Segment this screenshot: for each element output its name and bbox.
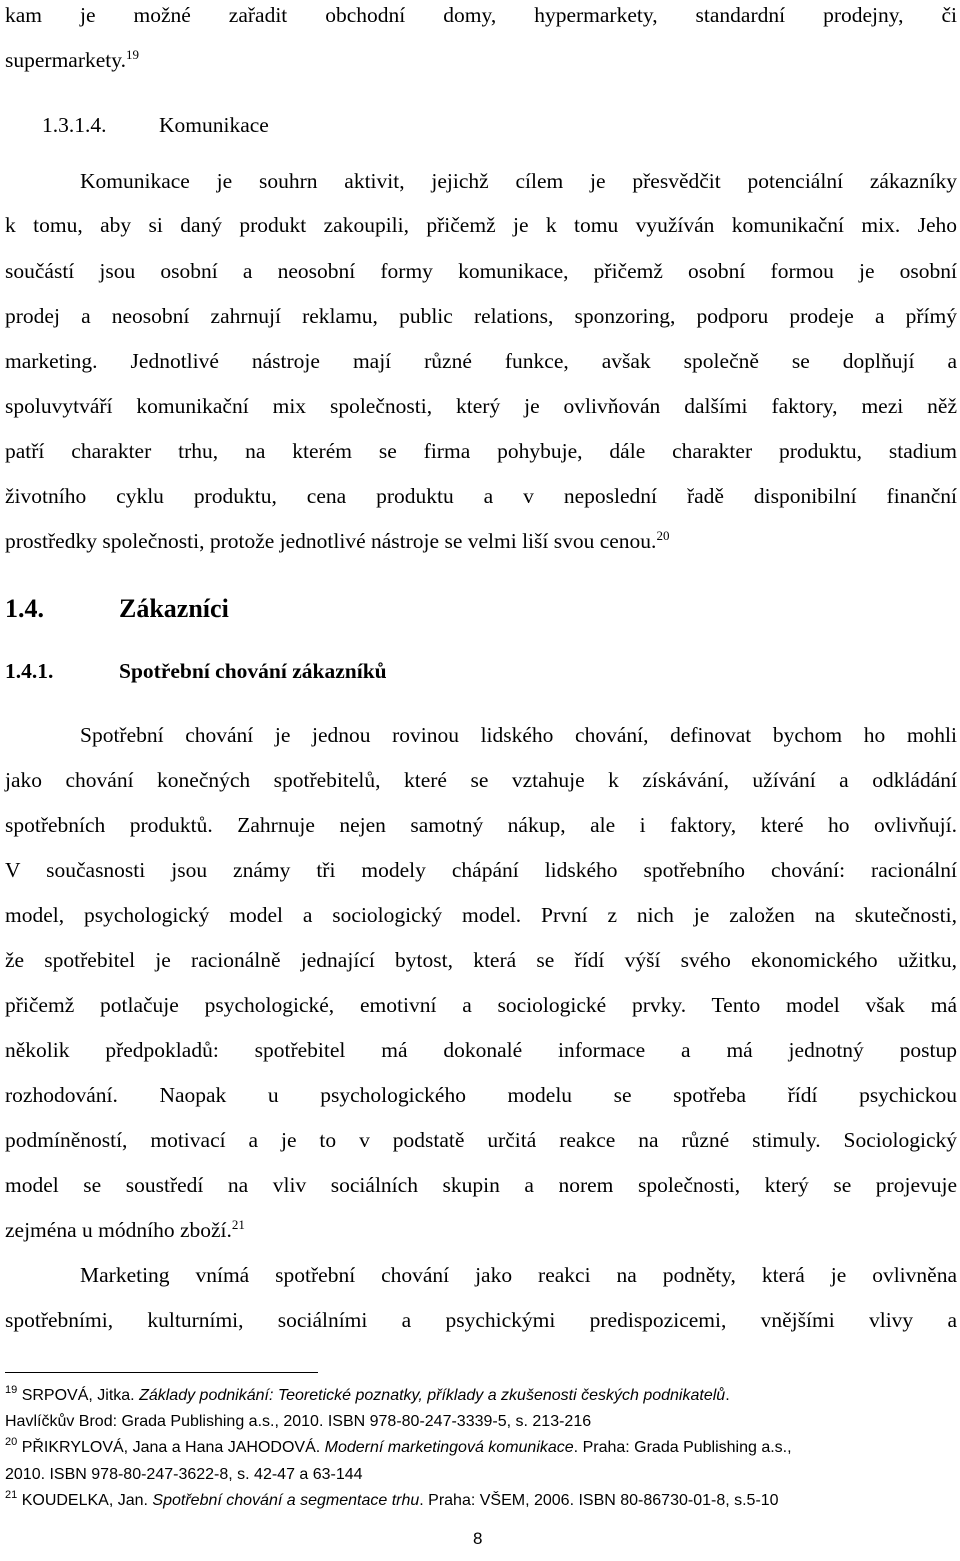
- text-line: životního cyklu produktu, cena produktu a v neposlední řadě disponibilní finanční: [5, 484, 957, 508]
- text-line: spotřebních produktů. Zahrnuje nejen samotný nákup, ale i faktory, které ho ovlivňují.: [5, 813, 957, 837]
- heading-title: Komunikace: [159, 113, 269, 137]
- text-line: Komunikace je souhrn aktivit, jejichž cílem je přesvědčit potenciální zákazníky: [80, 169, 957, 193]
- text-line: prodej a neosobní zahrnují reklamu, public relations, sponzoring, podporu prodeje a přímý: [5, 304, 957, 328]
- text-line: jako chování konečných spotřebitelů, které se vztahuje k získávání, užívání a odkládání: [5, 768, 957, 792]
- text-line: součástí jsou osobní a neosobní formy komunikace, přičemž osobní formou je osobní: [5, 259, 957, 283]
- text-line: model se soustředí na vliv sociálních skupin a norem společnosti, který se projevuje: [5, 1173, 957, 1197]
- heading-number: 1.3.1.4.: [42, 113, 107, 137]
- heading-title: Spotřební chování zákazníků: [119, 659, 387, 683]
- footnote-title: Základy podnikání: Teoretické poznatky, příklady a zkušenosti českých podnikatelů: [139, 1387, 726, 1404]
- footnote-text: . Praha: Grada Publishing a.s.,: [573, 1439, 792, 1456]
- subsection-heading: [42, 112, 642, 138]
- text-line-content: prostředky společnosti, protože jednotlivé nástroje se velmi liší svou cenou.: [5, 529, 657, 553]
- text-line: [5, 47, 957, 73]
- footnote-19-line2: Havlíčkův Brod: Grada Publishing a.s., 2010. ISBN 978-80-247-3339-5, s. 213-216: [5, 1413, 592, 1430]
- footnote-text: .: [725, 1387, 730, 1404]
- footnote-text: KOUDELKA, Jan.: [21, 1492, 153, 1509]
- text-line: rozhodování. Naopak u psychologického modelu se spotřeba řídí psychickou: [5, 1083, 957, 1107]
- heading-number: 1.4.1.: [5, 659, 54, 683]
- heading-number: 1.4.: [5, 594, 44, 623]
- text-line: spoluvytváří komunikační mix společnosti, který je ovlivňován dalšími faktory, mezi něž: [5, 394, 957, 418]
- footnote-number: 20: [5, 1436, 18, 1448]
- heading-title: Zákazníci: [119, 594, 229, 623]
- section-heading: [5, 594, 229, 624]
- footnote-text: SRPOVÁ, Jitka.: [21, 1387, 140, 1404]
- text-line: V současnosti jsou známy tři modely chápání lidského spotřebního chování: racionální: [5, 858, 957, 882]
- footnote-ref: 19: [126, 47, 139, 62]
- footnote-title: Spotřební chování a segmentace trhu: [152, 1492, 420, 1509]
- page-number: 8: [473, 1529, 483, 1548]
- footnote-ref: 21: [231, 1217, 245, 1232]
- text-line: že spotřebitel je racionálně jednající bytost, která se řídí výší svého ekonomického užitku,: [5, 948, 957, 972]
- footnote-text: . Praha: VŠEM, 2006. ISBN 80-86730-01-8, s.5-10: [419, 1492, 779, 1509]
- text-line: Spotřební chování je jednou rovinou lidského chování, definovat bychom ho mohli: [80, 723, 957, 747]
- footnote-separator: [5, 1372, 318, 1373]
- subsection-heading: [5, 658, 387, 684]
- footnote-number: 19: [5, 1384, 18, 1396]
- text-line: k tomu, aby si daný produkt zakoupili, přičemž je k tomu využíván komunikační mix. Jeho: [5, 213, 957, 237]
- footnote-title: Moderní marketingová komunikace: [324, 1439, 574, 1456]
- text-line: Marketing vnímá spotřební chování jako reakci na podněty, která je ovlivněna: [80, 1263, 957, 1287]
- text-line-content: supermarkety.: [5, 48, 126, 72]
- text-line-content: zejména u módního zboží.: [5, 1218, 232, 1242]
- text-line: podmíněností, motivací a je to v podstatě určitá reakce na různé stimuly. Sociologický: [5, 1128, 957, 1152]
- footnote-21: [5, 1491, 779, 1511]
- text-line: několik předpokladů: spotřebitel má dokonalé informace a má jednotný postup: [5, 1038, 957, 1062]
- text-line: marketing. Jednotlivé nástroje mají různé funkce, avšak společně se doplňují a: [5, 349, 957, 373]
- text-line: patří charakter trhu, na kterém se firma pohybuje, dále charakter produktu, stadium: [5, 439, 957, 463]
- footnote-20-line2: 2010. ISBN 978-80-247-3622-8, s. 42-47 a 63-144: [5, 1466, 363, 1483]
- footnote-ref: 20: [656, 528, 670, 543]
- text-line: [5, 1217, 957, 1243]
- text-line: spotřebními, kulturními, sociálními a psychickými predispozicemi, vnějšími vlivy a: [5, 1308, 957, 1332]
- text-line: přičemž potlačuje psychologické, emotivní a sociologické prvky. Tento model však má: [5, 993, 957, 1017]
- footnote-text: PŘIKRYLOVÁ, Jana a Hana JAHODOVÁ.: [21, 1439, 325, 1456]
- footnote-19: [5, 1386, 730, 1406]
- text-line: kam je možné zařadit obchodní domy, hypermarkety, standardní prodejny, či: [5, 3, 957, 27]
- text-line: [5, 528, 957, 554]
- footnote-number: 21: [5, 1489, 18, 1501]
- footnote-20: [5, 1438, 792, 1458]
- text-line: model, psychologický model a sociologický model. První z nich je založen na skutečnosti,: [5, 903, 957, 927]
